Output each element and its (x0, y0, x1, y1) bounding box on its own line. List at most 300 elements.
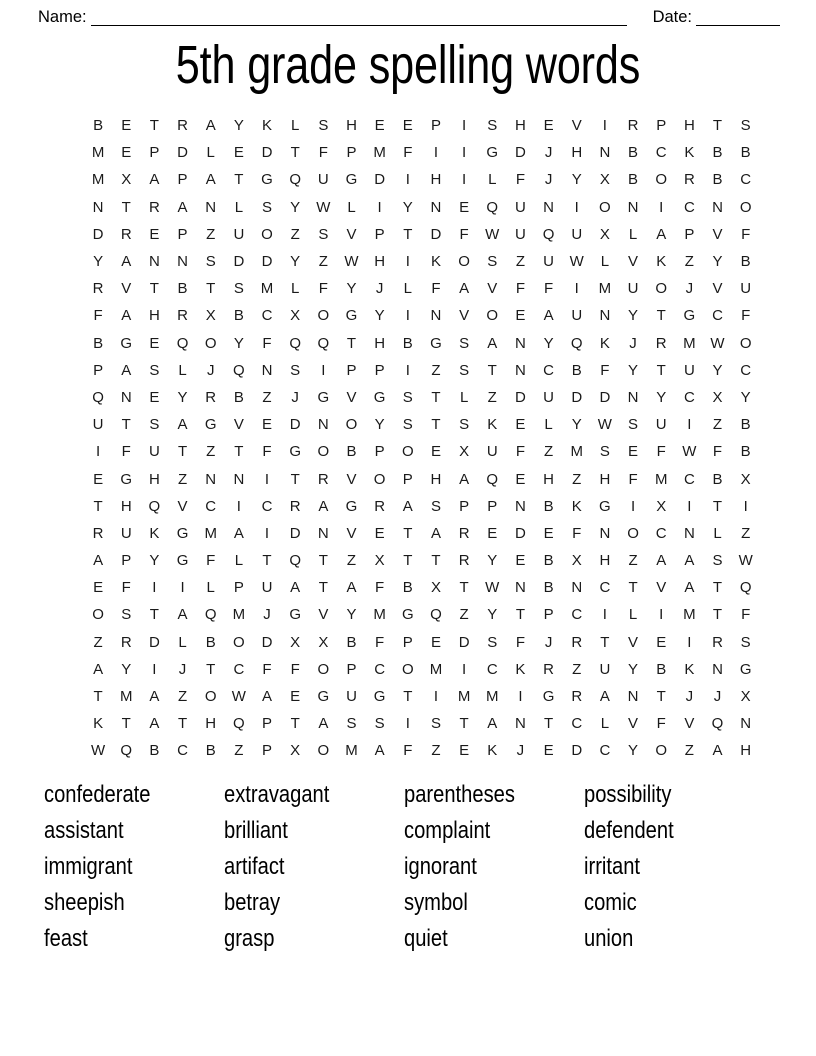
word-search-grid[interactable] (84, 112, 753, 765)
grid-letter[interactable]: T (656, 361, 666, 379)
grid-letter[interactable]: K (515, 660, 526, 678)
grid-letter[interactable]: P (233, 579, 244, 597)
grid-letter[interactable]: S (459, 416, 470, 434)
grid-letter[interactable]: U (740, 280, 752, 298)
grid-letter[interactable]: X (740, 688, 751, 706)
grid-letter[interactable]: N (177, 253, 188, 271)
grid-letter[interactable]: P (402, 470, 413, 488)
grid-letter[interactable]: B (93, 334, 104, 352)
grid-letter[interactable]: E (656, 633, 667, 651)
grid-letter[interactable]: X (290, 742, 301, 760)
grid-letter[interactable]: A (121, 361, 132, 379)
grid-letter[interactable]: N (740, 715, 752, 733)
grid-letter[interactable]: I (264, 470, 270, 488)
grid-letter[interactable]: C (655, 144, 667, 162)
grid-letter[interactable]: L (544, 416, 553, 434)
grid-letter[interactable]: C (599, 742, 611, 760)
grid-letter[interactable]: D (571, 388, 583, 406)
grid-letter[interactable]: U (627, 280, 639, 298)
grid-letter[interactable]: W (710, 334, 725, 352)
grid-letter[interactable]: N (683, 524, 695, 542)
grid-letter[interactable]: N (430, 198, 442, 216)
grid-letter[interactable]: A (121, 253, 132, 271)
grid-letter[interactable]: E (93, 470, 104, 488)
grid-letter[interactable]: Y (93, 253, 104, 271)
grid-letter[interactable]: I (602, 117, 607, 135)
grid-letter[interactable]: Z (628, 552, 638, 570)
grid-letter[interactable]: G (401, 606, 414, 624)
grid-letter[interactable]: F (121, 579, 131, 597)
grid-letter[interactable]: G (120, 334, 133, 352)
grid-letter[interactable]: T (543, 715, 554, 733)
grid-letter[interactable]: I (574, 198, 579, 216)
grid-letter[interactable]: P (684, 225, 695, 243)
grid-letter[interactable]: T (149, 280, 159, 298)
grid-letter[interactable]: D (261, 633, 273, 651)
grid-letter[interactable]: Q (317, 334, 330, 352)
grid-letter[interactable]: L (600, 715, 610, 733)
grid-letter[interactable]: X (318, 633, 329, 651)
grid-letter[interactable]: D (571, 742, 583, 760)
grid-letter[interactable]: B (149, 742, 160, 760)
grid-letter[interactable]: G (317, 688, 330, 706)
grid-letter[interactable]: O (599, 198, 611, 216)
word-list-item[interactable]: irritant (584, 853, 641, 880)
grid-letter[interactable]: A (599, 688, 610, 706)
grid-letter[interactable]: P (402, 633, 413, 651)
grid-letter[interactable]: R (458, 552, 470, 570)
grid-letter[interactable]: N (627, 688, 639, 706)
grid-letter[interactable]: I (405, 715, 410, 733)
name-write-in-line[interactable] (91, 9, 627, 26)
grid-letter[interactable]: M (345, 742, 358, 760)
grid-letter[interactable]: U (148, 443, 160, 461)
grid-letter[interactable]: A (402, 497, 413, 515)
word-list-item[interactable]: betray (224, 889, 281, 916)
grid-letter[interactable]: H (430, 171, 442, 189)
grid-letter[interactable]: Y (628, 742, 639, 760)
grid-letter[interactable]: Y (121, 660, 132, 678)
grid-letter[interactable]: L (600, 253, 610, 271)
grid-letter[interactable]: A (459, 470, 470, 488)
grid-letter[interactable]: S (374, 715, 385, 733)
grid-letter[interactable]: U (515, 225, 526, 243)
grid-letter[interactable]: U (233, 225, 245, 243)
grid-letter[interactable]: A (430, 524, 441, 542)
grid-letter[interactable]: B (712, 470, 723, 488)
grid-letter[interactable]: B (177, 280, 188, 298)
grid-letter[interactable]: U (515, 198, 526, 216)
grid-letter[interactable]: L (347, 198, 356, 216)
grid-letter[interactable]: M (570, 443, 583, 461)
grid-letter[interactable]: B (656, 660, 667, 678)
grid-letter[interactable]: F (318, 144, 328, 162)
grid-letter[interactable]: Y (571, 416, 582, 434)
grid-letter[interactable]: O (401, 443, 414, 461)
grid-letter[interactable]: Z (572, 660, 582, 678)
grid-letter[interactable]: Y (374, 416, 385, 434)
word-list-item[interactable]: union (584, 925, 634, 952)
grid-letter[interactable]: T (431, 416, 441, 434)
grid-letter[interactable]: W (485, 579, 500, 597)
grid-letter[interactable]: M (683, 606, 696, 624)
grid-letter[interactable]: M (429, 660, 443, 678)
grid-letter[interactable]: O (655, 171, 668, 189)
grid-letter[interactable]: V (121, 280, 132, 298)
grid-letter[interactable]: I (743, 497, 748, 515)
word-list-item[interactable]: confederate (44, 781, 151, 808)
word-list-item[interactable]: feast (44, 925, 88, 952)
grid-letter[interactable]: X (656, 497, 667, 515)
grid-letter[interactable]: S (402, 416, 413, 434)
grid-letter[interactable]: P (430, 117, 441, 135)
grid-letter[interactable]: Y (487, 606, 498, 624)
grid-letter[interactable]: A (543, 307, 554, 325)
grid-letter[interactable]: N (317, 416, 329, 434)
grid-letter[interactable]: U (261, 579, 273, 597)
grid-letter[interactable]: I (462, 117, 467, 135)
grid-letter[interactable]: T (121, 198, 131, 216)
grid-letter[interactable]: S (149, 416, 160, 434)
grid-letter[interactable]: I (687, 633, 692, 651)
grid-letter[interactable]: F (515, 633, 525, 651)
grid-letter[interactable]: D (233, 253, 245, 271)
grid-letter[interactable]: O (739, 334, 752, 352)
grid-letter[interactable]: T (600, 633, 610, 651)
grid-letter[interactable]: N (261, 361, 273, 379)
grid-letter[interactable]: O (373, 470, 386, 488)
grid-letter[interactable]: G (373, 688, 386, 706)
grid-letter[interactable]: P (177, 225, 188, 243)
grid-letter[interactable]: Z (459, 606, 469, 624)
grid-letter[interactable]: F (515, 280, 525, 298)
grid-letter[interactable]: L (488, 171, 497, 189)
grid-letter[interactable]: N (712, 198, 723, 216)
grid-letter[interactable]: Y (543, 334, 554, 352)
grid-letter[interactable]: V (684, 715, 695, 733)
grid-letter[interactable]: Z (487, 388, 497, 406)
grid-letter[interactable]: S (628, 416, 639, 434)
grid-letter[interactable]: I (630, 497, 636, 515)
grid-letter[interactable]: S (712, 552, 723, 570)
word-list-item[interactable]: comic (584, 889, 637, 916)
grid-letter[interactable]: S (487, 253, 498, 271)
grid-letter[interactable]: Y (712, 253, 723, 271)
grid-letter[interactable]: I (462, 171, 467, 189)
grid-letter[interactable]: S (430, 715, 441, 733)
word-list-item[interactable]: defendent (584, 817, 674, 844)
grid-letter[interactable]: E (121, 144, 132, 162)
grid-letter[interactable]: R (712, 633, 723, 651)
grid-letter[interactable]: C (261, 307, 273, 325)
grid-letter[interactable]: F (515, 443, 525, 461)
grid-letter[interactable]: P (374, 361, 385, 379)
grid-letter[interactable]: F (262, 334, 272, 352)
grid-letter[interactable]: Z (431, 361, 441, 379)
grid-letter[interactable]: D (599, 388, 611, 406)
grid-letter[interactable]: O (92, 606, 104, 624)
grid-letter[interactable]: B (233, 388, 244, 406)
grid-letter[interactable]: T (149, 117, 159, 135)
grid-letter[interactable]: G (176, 552, 189, 570)
grid-letter[interactable]: A (262, 688, 273, 706)
grid-letter[interactable]: M (260, 280, 274, 298)
grid-letter[interactable]: A (177, 606, 188, 624)
grid-letter[interactable]: Q (92, 388, 104, 406)
grid-letter[interactable]: R (458, 524, 470, 542)
grid-letter[interactable]: E (149, 225, 160, 243)
grid-letter[interactable]: E (628, 443, 639, 461)
grid-letter[interactable]: C (543, 361, 554, 379)
grid-letter[interactable]: D (515, 144, 526, 162)
grid-letter[interactable]: B (740, 416, 751, 434)
grid-letter[interactable]: F (403, 742, 413, 760)
grid-letter[interactable]: B (543, 552, 554, 570)
grid-letter[interactable]: A (487, 715, 498, 733)
grid-letter[interactable]: X (712, 388, 723, 406)
grid-letter[interactable]: S (459, 334, 470, 352)
grid-letter[interactable]: Z (543, 443, 554, 461)
grid-letter[interactable]: M (457, 688, 471, 706)
grid-letter[interactable]: U (543, 388, 554, 406)
grid-letter[interactable]: N (515, 497, 526, 515)
grid-letter[interactable]: Q (289, 171, 301, 189)
grid-letter[interactable]: Y (628, 660, 639, 678)
grid-letter[interactable]: H (205, 715, 217, 733)
grid-letter[interactable]: T (177, 443, 188, 461)
grid-letter[interactable]: F (741, 606, 751, 624)
grid-letter[interactable]: W (597, 416, 612, 434)
grid-letter[interactable]: J (544, 144, 553, 162)
grid-letter[interactable]: R (205, 388, 217, 406)
grid-letter[interactable]: Y (571, 171, 582, 189)
grid-letter[interactable]: N (515, 579, 526, 597)
grid-letter[interactable]: A (656, 552, 667, 570)
grid-letter[interactable]: V (177, 497, 188, 515)
grid-letter[interactable]: G (204, 416, 217, 434)
grid-letter[interactable]: Z (346, 552, 357, 570)
grid-letter[interactable]: V (628, 715, 639, 733)
grid-letter[interactable]: S (233, 280, 244, 298)
grid-letter[interactable]: B (740, 144, 751, 162)
grid-letter[interactable]: A (374, 742, 385, 760)
grid-letter[interactable]: Q (542, 225, 555, 243)
word-list-item[interactable]: brilliant (224, 817, 288, 844)
grid-letter[interactable]: O (458, 253, 470, 271)
grid-letter[interactable]: G (683, 307, 696, 325)
grid-letter[interactable]: C (740, 361, 752, 379)
grid-letter[interactable]: T (346, 334, 357, 352)
grid-letter[interactable]: R (120, 633, 132, 651)
grid-letter[interactable]: L (291, 117, 300, 135)
grid-letter[interactable]: H (599, 552, 611, 570)
word-list-item[interactable]: possibility (584, 781, 672, 808)
grid-letter[interactable]: N (430, 307, 442, 325)
grid-letter[interactable]: I (433, 688, 439, 706)
grid-letter[interactable]: R (683, 171, 695, 189)
grid-letter[interactable]: J (263, 606, 271, 624)
grid-letter[interactable]: Z (684, 253, 694, 271)
grid-letter[interactable]: J (206, 361, 215, 379)
grid-letter[interactable]: A (318, 497, 329, 515)
grid-letter[interactable]: W (485, 225, 500, 243)
grid-letter[interactable]: T (459, 579, 469, 597)
grid-letter[interactable]: E (543, 524, 554, 542)
grid-letter[interactable]: O (655, 742, 668, 760)
grid-letter[interactable]: A (149, 688, 160, 706)
grid-letter[interactable]: Y (374, 307, 385, 325)
grid-letter[interactable]: E (374, 117, 385, 135)
grid-letter[interactable]: J (685, 688, 694, 706)
grid-letter[interactable]: C (655, 524, 667, 542)
grid-letter[interactable]: T (206, 660, 216, 678)
grid-letter[interactable]: Z (262, 388, 272, 406)
grid-letter[interactable]: I (95, 443, 101, 461)
grid-letter[interactable]: S (262, 198, 273, 216)
grid-letter[interactable]: H (430, 470, 442, 488)
grid-letter[interactable]: C (177, 742, 188, 760)
grid-letter[interactable]: G (345, 497, 358, 515)
grid-letter[interactable]: I (659, 606, 664, 624)
grid-letter[interactable]: S (318, 225, 329, 243)
grid-letter[interactable]: E (543, 117, 554, 135)
grid-letter[interactable]: S (487, 117, 498, 135)
grid-letter[interactable]: X (599, 225, 610, 243)
grid-letter[interactable]: F (375, 579, 385, 597)
grid-letter[interactable]: Q (176, 334, 189, 352)
grid-letter[interactable]: M (486, 688, 499, 706)
grid-letter[interactable]: L (628, 606, 638, 624)
grid-letter[interactable]: P (93, 361, 104, 379)
grid-letter[interactable]: B (205, 633, 216, 651)
grid-letter[interactable]: T (121, 715, 131, 733)
grid-letter[interactable]: B (712, 144, 723, 162)
grid-letter[interactable]: H (740, 742, 752, 760)
grid-letter[interactable]: V (628, 253, 639, 271)
grid-letter[interactable]: L (713, 524, 722, 542)
grid-letter[interactable]: C (374, 660, 386, 678)
grid-letter[interactable]: F (656, 443, 666, 461)
grid-letter[interactable]: A (121, 307, 132, 325)
grid-letter[interactable]: C (683, 198, 695, 216)
grid-letter[interactable]: Z (206, 225, 216, 243)
grid-letter[interactable]: B (740, 443, 751, 461)
grid-letter[interactable]: B (402, 334, 413, 352)
grid-letter[interactable]: D (515, 388, 526, 406)
grid-letter[interactable]: P (374, 225, 385, 243)
grid-letter[interactable]: S (149, 361, 160, 379)
grid-letter[interactable]: T (431, 388, 441, 406)
grid-letter[interactable]: O (204, 334, 217, 352)
grid-letter[interactable]: E (515, 307, 526, 325)
grid-letter[interactable]: Q (486, 470, 499, 488)
grid-letter[interactable]: L (206, 579, 215, 597)
grid-letter[interactable]: F (206, 552, 216, 570)
grid-letter[interactable]: G (739, 660, 752, 678)
grid-letter[interactable]: U (599, 660, 611, 678)
grid-letter[interactable]: S (346, 715, 357, 733)
grid-letter[interactable]: A (149, 715, 160, 733)
grid-letter[interactable]: Y (177, 388, 188, 406)
grid-letter[interactable]: O (204, 688, 217, 706)
grid-letter[interactable]: T (93, 497, 103, 515)
word-list-item[interactable]: artifact (224, 853, 285, 880)
grid-letter[interactable]: O (317, 443, 330, 461)
grid-letter[interactable]: Z (572, 470, 582, 488)
grid-letter[interactable]: O (401, 660, 414, 678)
grid-letter[interactable]: T (234, 171, 244, 189)
grid-letter[interactable]: O (261, 225, 273, 243)
grid-letter[interactable]: W (90, 742, 106, 760)
grid-letter[interactable]: Z (206, 443, 216, 461)
grid-letter[interactable]: N (515, 361, 526, 379)
grid-letter[interactable]: B (712, 171, 723, 189)
grid-letter[interactable]: M (683, 334, 696, 352)
grid-letter[interactable]: B (571, 361, 582, 379)
grid-letter[interactable]: U (655, 416, 667, 434)
grid-letter[interactable]: N (515, 334, 526, 352)
grid-letter[interactable]: T (712, 497, 723, 515)
grid-letter[interactable]: N (543, 198, 554, 216)
grid-letter[interactable]: A (149, 171, 160, 189)
grid-letter[interactable]: I (687, 416, 692, 434)
grid-letter[interactable]: Q (148, 497, 161, 515)
grid-letter[interactable]: P (459, 497, 470, 515)
grid-letter[interactable]: L (206, 144, 215, 162)
grid-letter[interactable]: W (231, 688, 246, 706)
grid-letter[interactable]: R (92, 280, 104, 298)
grid-letter[interactable]: B (346, 443, 357, 461)
grid-letter[interactable]: Z (318, 253, 328, 271)
grid-letter[interactable]: B (346, 633, 357, 651)
grid-letter[interactable]: U (92, 416, 104, 434)
grid-letter[interactable]: H (374, 334, 386, 352)
grid-letter[interactable]: B (543, 579, 554, 597)
grid-letter[interactable]: P (487, 497, 498, 515)
grid-letter[interactable]: Z (431, 742, 441, 760)
grid-letter[interactable]: K (684, 144, 695, 162)
grid-letter[interactable]: K (487, 416, 498, 434)
grid-letter[interactable]: I (659, 198, 664, 216)
grid-letter[interactable]: H (120, 497, 132, 515)
grid-letter[interactable]: E (233, 144, 244, 162)
grid-letter[interactable]: D (92, 225, 104, 243)
grid-letter[interactable]: S (121, 606, 132, 624)
grid-letter[interactable]: T (431, 552, 441, 570)
grid-letter[interactable]: S (318, 117, 329, 135)
grid-letter[interactable]: C (486, 660, 498, 678)
grid-letter[interactable]: N (571, 579, 583, 597)
grid-letter[interactable]: A (177, 198, 188, 216)
grid-letter[interactable]: I (574, 280, 579, 298)
grid-letter[interactable]: G (120, 470, 133, 488)
grid-letter[interactable]: O (345, 416, 358, 434)
grid-letter[interactable]: A (93, 552, 104, 570)
grid-letter[interactable]: U (571, 307, 583, 325)
grid-letter[interactable]: T (318, 579, 328, 597)
grid-letter[interactable]: J (544, 633, 553, 651)
grid-letter[interactable]: T (149, 606, 159, 624)
grid-letter[interactable]: T (234, 443, 244, 461)
grid-letter[interactable]: E (290, 688, 301, 706)
grid-letter[interactable]: A (684, 552, 695, 570)
grid-letter[interactable]: T (290, 715, 300, 733)
grid-letter[interactable]: R (571, 633, 583, 651)
grid-letter[interactable]: N (599, 524, 611, 542)
grid-letter[interactable]: X (374, 552, 385, 570)
grid-letter[interactable]: F (262, 443, 272, 461)
grid-letter[interactable]: B (628, 171, 639, 189)
